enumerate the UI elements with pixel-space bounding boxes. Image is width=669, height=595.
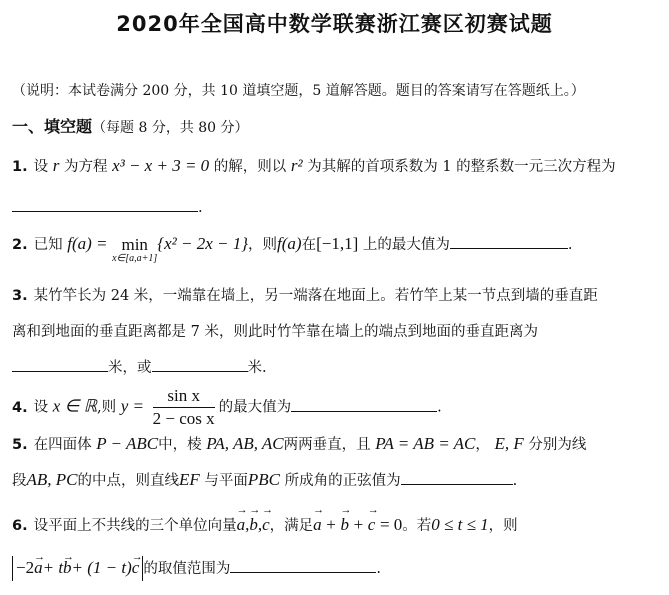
exam-instructions: （说明：本试卷满分 200 分，共 10 道填空题，5 道解答题。题目的答案请写在答题纸上。） [12, 83, 585, 99]
question-3-answer: 米，或 米. [12, 356, 267, 377]
vector-c: c → [262, 515, 270, 535]
question-1: 1. 设 r 为方程 x³ − x + 3 = 0 的解，则以 r² 为其解的首项系数为 1 的整系数一元三次方程为 [12, 156, 616, 175]
question-4: 4. 设 x ∈ ℝ,则 y = $\frac{\text{sin x}}{\text{2 − cos x}}$ 的最大值为 . [12, 386, 442, 428]
math-set: {x² − 2x − 1} [157, 234, 249, 253]
math-equation: x³ − x + 3 = 0 [112, 156, 210, 175]
answer-blank[interactable] [230, 558, 376, 573]
answer-blank[interactable] [12, 357, 108, 372]
question-3: 3. 某竹竿长为 24 米，一端靠在墙上，另一端落在地面上。若竹竿上某一节点到墙的垂直距 [12, 288, 598, 304]
question-5-cont: 段AB, PC的中点，则直线EF 与平面PBC 所成角的正弦值为 . [12, 470, 518, 489]
question-number: 5. [12, 437, 28, 453]
math-expression: f(a) = [67, 234, 108, 253]
question-5: 5. 在四面体 P − ABC中，棱 PA, AB, AC两两垂直，且 PA = AB = AC， E, F 分别为线 [12, 434, 587, 453]
question-number: 6. [12, 518, 28, 534]
math-var: r [52, 156, 60, 175]
math-range: 0 ≤ t ≤ 1 [431, 515, 489, 534]
min-operator: min x∈[a,a+1] [112, 235, 158, 264]
answer-blank[interactable] [291, 397, 437, 412]
absolute-value-expression: −2a →+ tb →+ (1 − t)c → [12, 556, 143, 581]
question-2: 2. 已知 f(a) = min x∈[a,a+1] {x² − 2x − 1}，则f(a)在[−1,1] 上的最大值为 . [12, 234, 573, 264]
question-number: 4. [12, 399, 28, 416]
exam-title: 2020年全国高中数学联赛浙江赛区初赛试题 [116, 12, 553, 36]
question-6-cont: −2a →+ tb →+ (1 − t)c → 的取值范围为 . [12, 556, 381, 581]
section-heading [12, 114, 249, 137]
answer-blank[interactable] [450, 234, 568, 249]
question-number: 2. [12, 237, 28, 253]
answer-blank[interactable] [152, 357, 248, 372]
question-number: 1. [12, 159, 28, 175]
question-1-answer: . [12, 197, 203, 216]
vector-a: a → [237, 515, 246, 535]
answer-blank[interactable] [12, 197, 198, 212]
math-var: r² [290, 156, 303, 175]
question-number: 3. [12, 288, 28, 304]
answer-blank[interactable] [401, 470, 513, 485]
math-interval: [−1,1] [316, 234, 359, 253]
section-title: 一、填空题 [12, 117, 93, 136]
fraction: $\frac{\text{sin x}}{\text{2 − cos x}}$ [152, 386, 215, 428]
question-6: 6. 设平面上不共线的三个单位向量a →,b →,c →，满足a → + b → + c → = 0。若0 ≤ t ≤ 1，则 [12, 514, 518, 535]
question-3-cont: 离和到地面的垂直距离都是 7 米，则此时竹竿靠在墙上的端点到地面的垂直距离为 [12, 324, 538, 340]
vector-b: b → [249, 515, 258, 535]
math-condition: x ∈ ℝ [52, 396, 98, 416]
section-points: （每题 8 分，共 80 分） [92, 120, 249, 136]
